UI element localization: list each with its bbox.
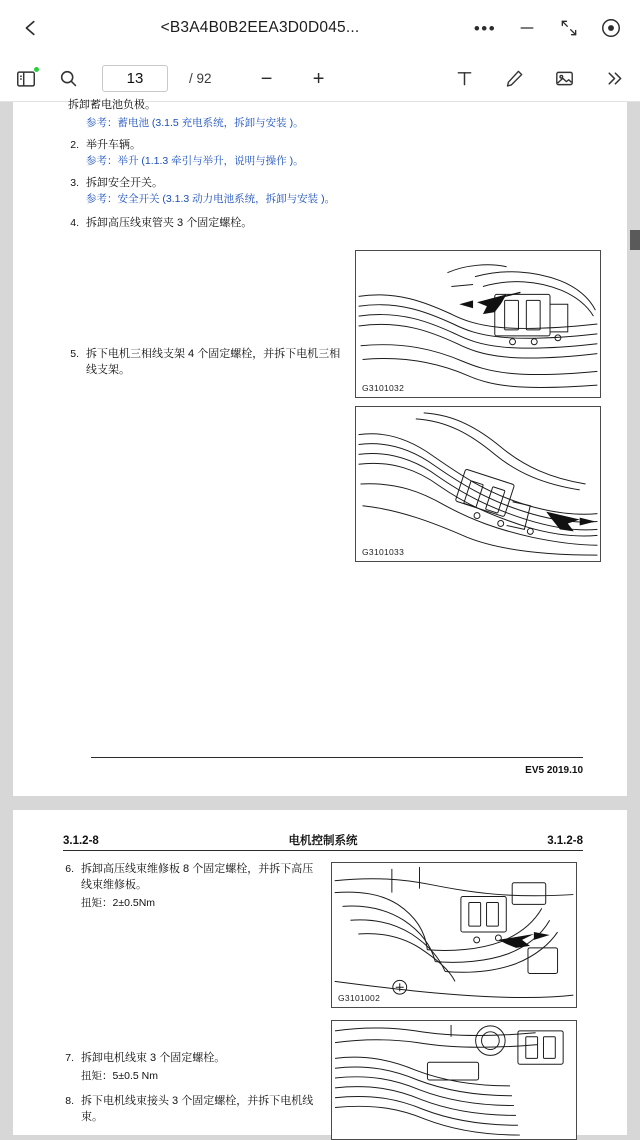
figure-illustration bbox=[356, 251, 600, 397]
step-item bbox=[68, 116, 343, 132]
sidebar-toggle-button[interactable] bbox=[12, 65, 40, 93]
text-tool-icon bbox=[454, 68, 475, 89]
figure-illustration bbox=[356, 407, 600, 561]
figure-label: G3101033 bbox=[362, 547, 405, 557]
minimize-button[interactable] bbox=[514, 15, 540, 41]
toolbar-right-group bbox=[450, 65, 628, 93]
figure-g3101033[interactable] bbox=[355, 406, 601, 562]
clipped-text-line: 拆卸蓄电池负极。 bbox=[68, 99, 156, 111]
restore-window-button[interactable] bbox=[556, 15, 582, 41]
figure-illustration bbox=[332, 863, 576, 1007]
step-item bbox=[68, 176, 343, 208]
step-list-page1 bbox=[68, 116, 343, 382]
zoom-controls bbox=[256, 68, 330, 90]
step-item bbox=[68, 347, 343, 379]
step-text: 拆卸电机线束 3 个固定螺栓。 bbox=[81, 1052, 226, 1065]
pen-edit-icon bbox=[504, 68, 525, 89]
page-total-label: / 92 bbox=[189, 71, 212, 86]
chevron-double-right-icon bbox=[604, 68, 625, 89]
page-header-right: 3.1.2-8 bbox=[547, 835, 583, 847]
page-header-left: 3.1.2-8 bbox=[63, 835, 99, 847]
step-item bbox=[63, 1094, 321, 1126]
step-number: 3. bbox=[70, 177, 79, 190]
figure-label: G3101032 bbox=[362, 383, 405, 393]
step-list-page2 bbox=[63, 862, 321, 1129]
image-insert-button[interactable] bbox=[550, 65, 578, 93]
figure-g3101002[interactable] bbox=[331, 862, 577, 1008]
step-item bbox=[68, 216, 343, 232]
step-text: 拆卸高压线束维修板 8 个固定螺栓，并拆下高压线束维修板。 bbox=[81, 863, 314, 891]
footer-divider bbox=[91, 757, 583, 758]
page-header-title: 电机控制系统 bbox=[288, 835, 358, 847]
zoom-out-button[interactable]: − bbox=[260, 67, 273, 90]
toolbar-left-group bbox=[12, 65, 212, 93]
step-number: 6. bbox=[65, 863, 74, 875]
step-number: 7. bbox=[65, 1052, 74, 1065]
step-item bbox=[63, 862, 321, 911]
step-item bbox=[68, 138, 343, 170]
torque-spec: 扭矩：2±0.5Nm bbox=[81, 896, 156, 909]
figure-partial-bottom[interactable] bbox=[331, 1020, 577, 1140]
step-text: 拆卸安全开关。 bbox=[86, 177, 163, 190]
page-number-input[interactable]: 13 bbox=[102, 65, 168, 92]
document-title: <B3A4B0B2EEA3D0D045... bbox=[160, 19, 360, 36]
window-controls bbox=[472, 15, 626, 41]
step-reference[interactable]: 参考：安全开关 (3.1.3 动力电池系统，拆卸与安装 )。 bbox=[86, 193, 336, 206]
figure-label: G3101002 bbox=[338, 993, 381, 1003]
vertical-scrollbar[interactable] bbox=[630, 102, 640, 1135]
step-text: 拆下电机线束接头 3 个固定螺栓，并拆下电机线束。 bbox=[81, 1095, 314, 1124]
step-reference[interactable]: 参考：蓄电池 (3.1.5 充电系统，拆卸与安装 )。 bbox=[86, 117, 304, 129]
document-page-2 bbox=[13, 810, 627, 1135]
step-number: 8. bbox=[65, 1095, 74, 1108]
step-text: 拆下电机三相线支架 4 个固定螺栓，并拆下电机三相线支架。 bbox=[86, 348, 341, 376]
page-separator bbox=[0, 796, 640, 810]
step-reference[interactable]: 参考：举升 (1.1.3 牵引与举升，说明与操作 )。 bbox=[86, 154, 304, 167]
document-page-1 bbox=[13, 99, 627, 796]
step-number bbox=[68, 116, 86, 132]
text-tool-button[interactable] bbox=[450, 65, 478, 93]
status-dot bbox=[33, 66, 40, 73]
back-button[interactable] bbox=[14, 11, 48, 45]
more-options-button[interactable]: ••• bbox=[473, 18, 497, 38]
step-number: 5. bbox=[70, 348, 79, 361]
document-viewport[interactable] bbox=[0, 99, 640, 1135]
chevron-left-icon bbox=[20, 17, 42, 39]
minimize-icon bbox=[517, 18, 537, 38]
search-button[interactable] bbox=[54, 65, 82, 93]
page-header-divider bbox=[63, 850, 583, 851]
zoom-in-button[interactable]: + bbox=[312, 67, 325, 90]
step-number: 2. bbox=[70, 138, 79, 151]
toolbar-overflow-button[interactable] bbox=[600, 65, 628, 93]
step-text: 举升车辆。 bbox=[86, 138, 141, 151]
torque-spec: 扭矩：5±0.5 Nm bbox=[81, 1070, 158, 1083]
image-insert-icon bbox=[554, 68, 575, 89]
scrollbar-thumb[interactable] bbox=[630, 230, 640, 250]
record-button[interactable] bbox=[598, 15, 624, 41]
step-text: 拆卸高压线束管夹 3 个固定螺栓。 bbox=[86, 217, 253, 230]
record-circle-icon bbox=[600, 17, 622, 39]
figure-illustration bbox=[332, 1021, 576, 1139]
figure-g3101032[interactable] bbox=[355, 250, 601, 398]
page-header bbox=[63, 832, 583, 848]
step-number: 4. bbox=[70, 217, 79, 230]
pen-edit-button[interactable] bbox=[500, 65, 528, 93]
step-item bbox=[63, 1051, 321, 1084]
footer-text: EV5 2019.10 bbox=[525, 765, 583, 776]
search-icon bbox=[58, 68, 79, 89]
title-bar bbox=[0, 0, 640, 56]
restore-window-icon bbox=[559, 18, 579, 38]
